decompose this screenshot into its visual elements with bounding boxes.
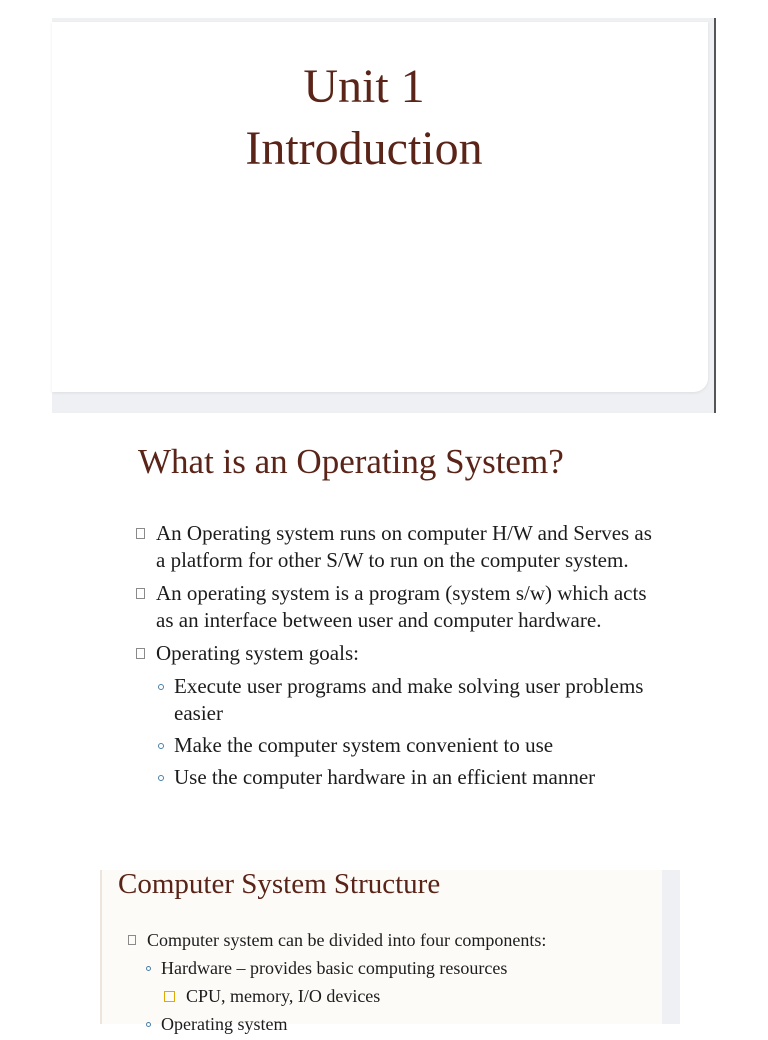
sub-list-item — [136, 732, 656, 759]
sub-list-item — [128, 956, 648, 980]
list-item-text: Operating system goals: — [156, 641, 359, 665]
slide-1-title — [52, 56, 676, 180]
list-item — [136, 580, 656, 634]
slide-2 — [0, 420, 768, 860]
sub-sub-list-item — [128, 984, 648, 1008]
slide-3-border — [100, 870, 102, 1024]
circle-bullet-icon — [158, 684, 164, 690]
sub-list-item-text: Operating system — [161, 1014, 288, 1034]
sub-list-item-text: Make the computer system convenient to use — [174, 733, 554, 757]
circle-bullet-icon — [158, 743, 164, 749]
square-bullet-icon — [136, 588, 145, 599]
square-bullet-icon — [136, 528, 145, 539]
sub-list-item — [128, 1012, 648, 1036]
sub-sub-list-item-text: CPU, memory, I/O devices — [186, 986, 381, 1006]
list-item — [136, 520, 656, 574]
slide-3-bullet-list — [128, 928, 648, 1040]
slide-2-heading: What is an Operating System? — [138, 442, 564, 481]
slide-1-frame — [52, 18, 716, 413]
list-item-text: An Operating system runs on computer H/W and Serves as a platform for other S/W to run on the computer system. — [156, 521, 652, 572]
list-item-text: Computer system can be divided into four components: — [147, 930, 547, 950]
list-item-text: An operating system is a program (system s/w) which acts as an interface between user and computer hardware. — [156, 581, 647, 632]
sub-list-item — [136, 673, 656, 727]
title-line-introduction: Introduction — [245, 122, 483, 175]
list-item — [128, 928, 648, 952]
sub-list-item — [136, 764, 656, 791]
square-bullet-icon — [164, 991, 175, 1002]
slide-3-edge — [662, 870, 680, 1024]
sub-list-item-text: Hardware – provides basic computing resources — [161, 958, 508, 978]
slide-3-heading: Computer System Structure — [118, 868, 441, 900]
square-bullet-icon — [128, 935, 136, 945]
circle-bullet-icon — [146, 1022, 151, 1027]
slide-divider — [714, 18, 716, 413]
slide-1 — [52, 22, 708, 392]
circle-bullet-icon — [146, 966, 151, 971]
circle-bullet-icon — [158, 775, 164, 781]
slide-2-bullet-list — [136, 520, 656, 796]
square-bullet-icon — [136, 648, 145, 659]
sub-list-item-text: Use the computer hardware in an efficient manner — [174, 765, 596, 789]
sub-list-item-text: Execute user programs and make solving user problems easier — [174, 674, 644, 725]
title-line-unit: Unit 1 — [303, 60, 425, 113]
list-item — [136, 640, 656, 667]
